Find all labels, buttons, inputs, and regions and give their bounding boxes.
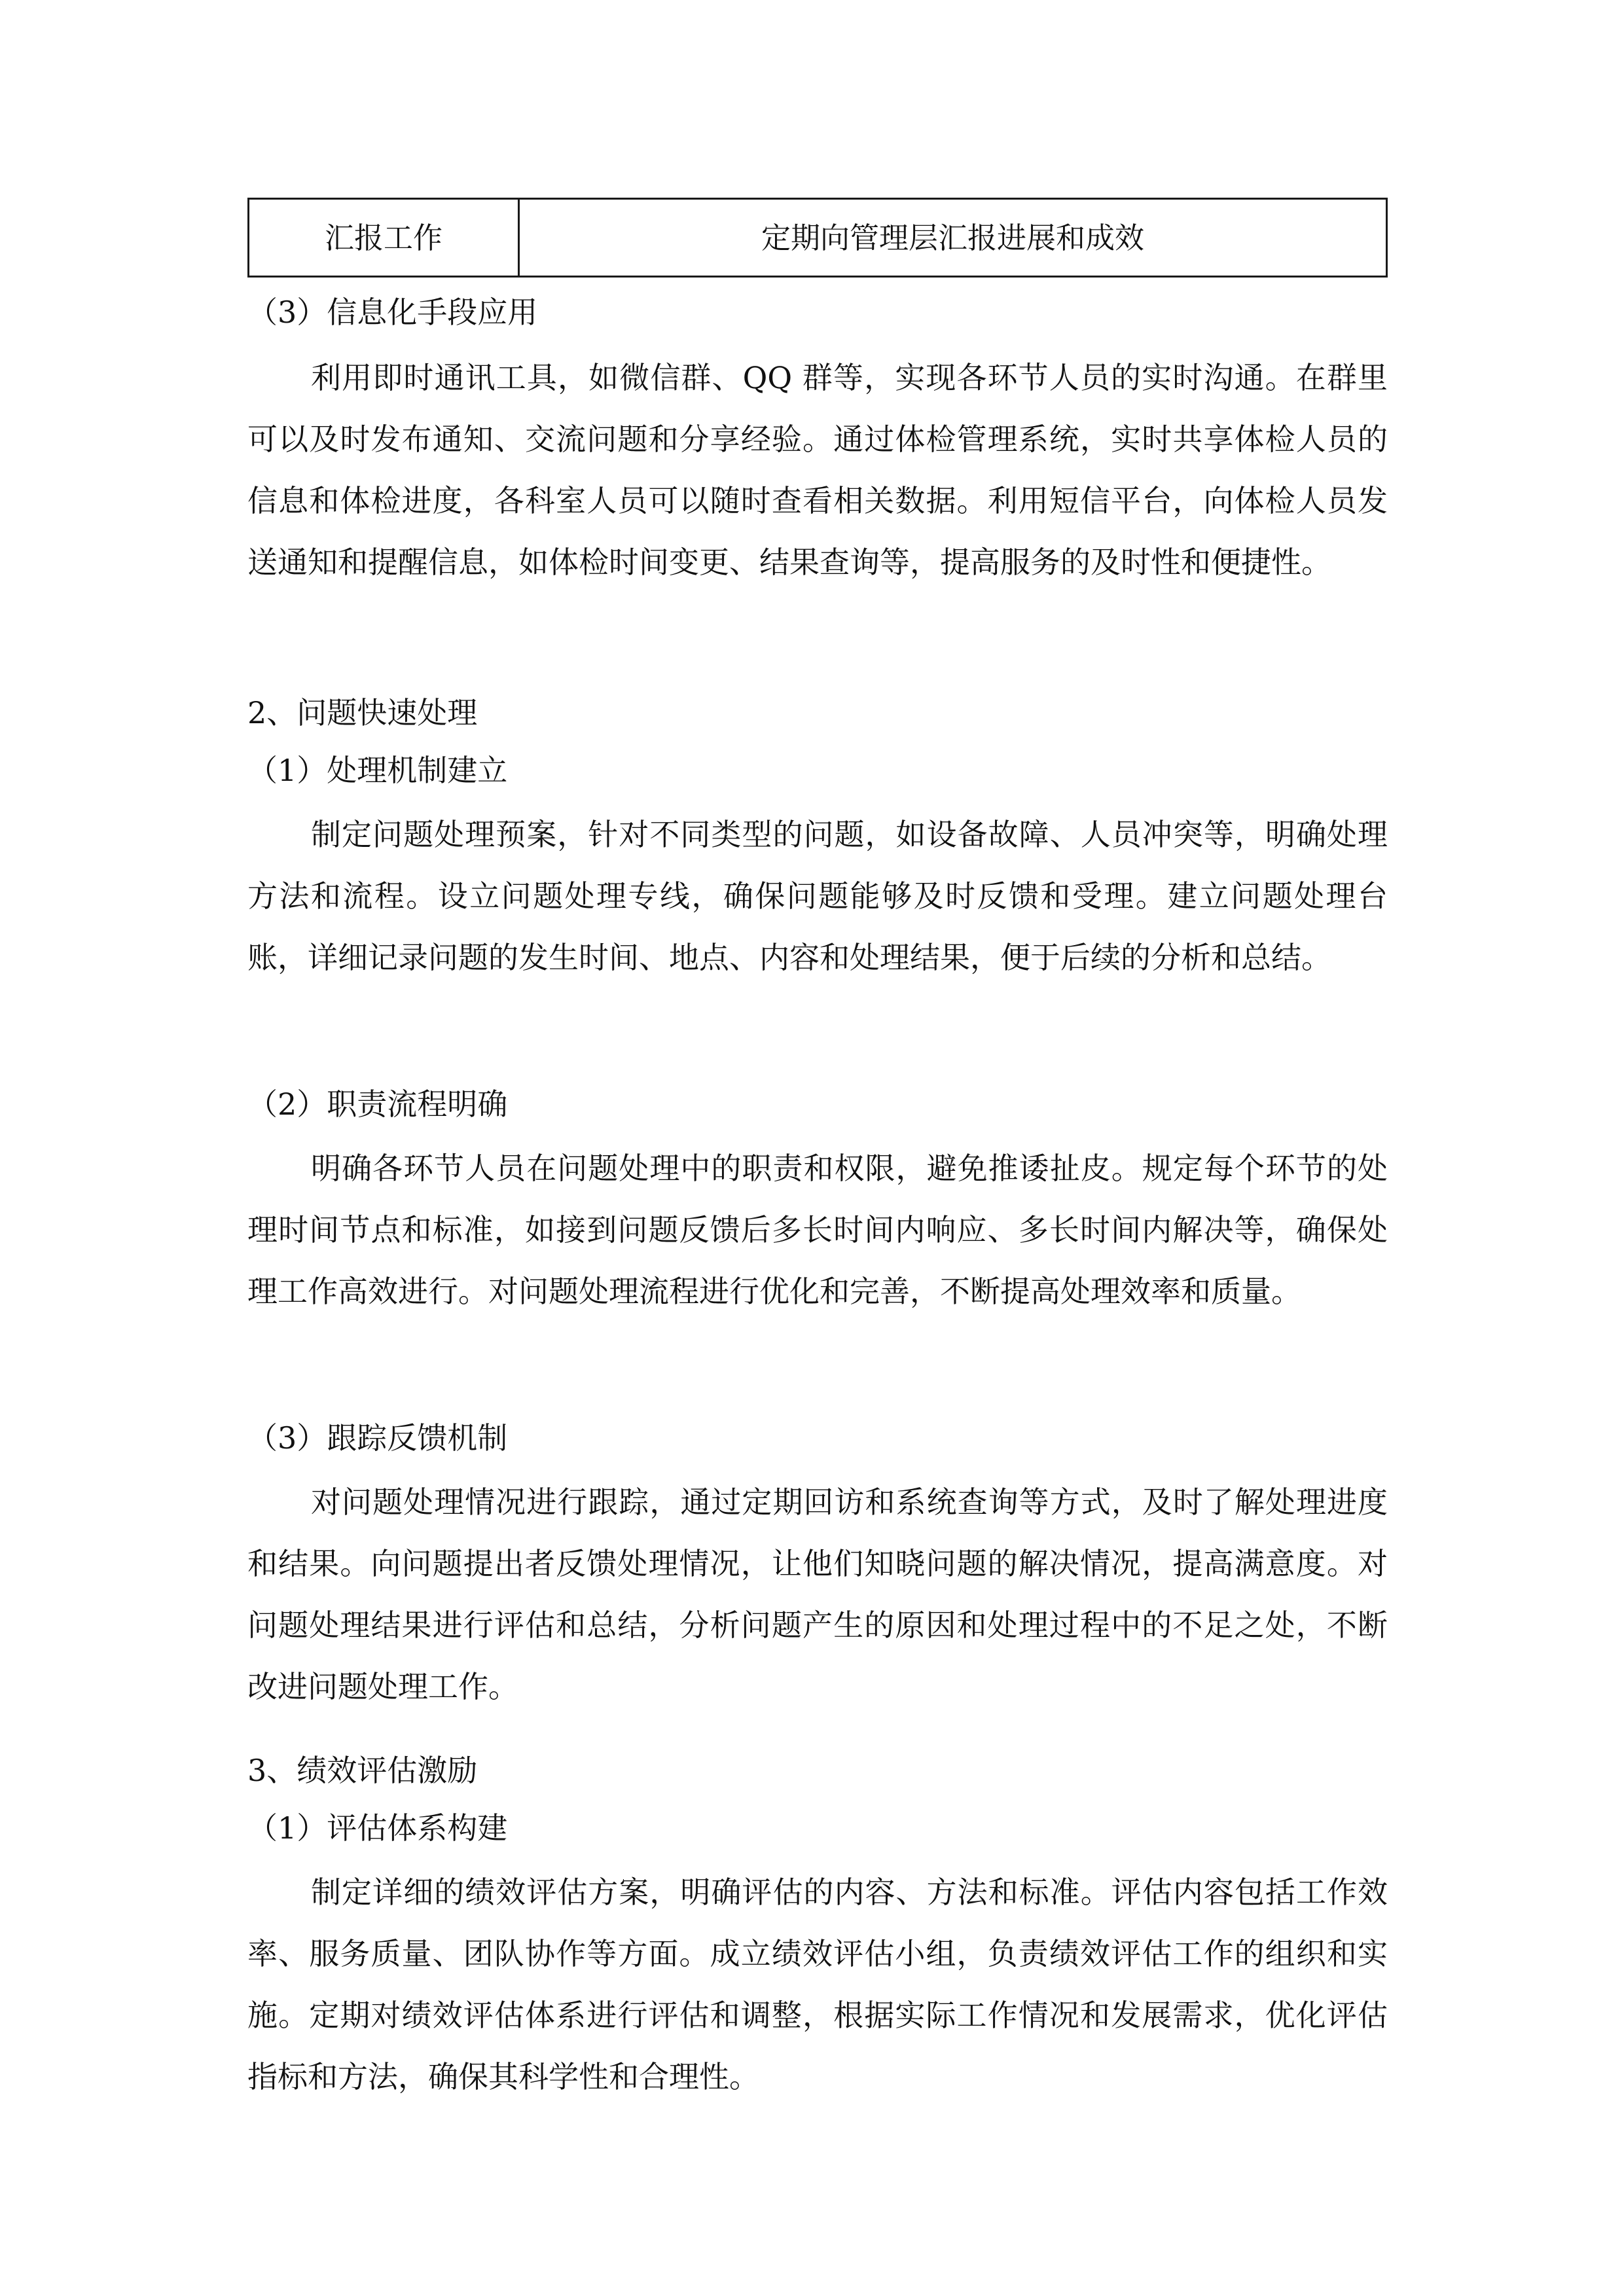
paragraph: 制定详细的绩效评估方案，明确评估的内容、方法和标准。评估内容包括工作效率、服务质量、团队协作等方面。成立绩效评估小组，负责绩效评估工作的组织和实施。定期对绩效评估体系进行评估和调整，根据实际工作情况和发展需求，优化评估指标和方法，确保其科学性和合理性。 bbox=[247, 1874, 1388, 2094]
summary-table bbox=[247, 198, 1388, 278]
paragraph: 明确各环节人员在问题处理中的职责和权限，避免推诿扯皮。规定每个环节的处理时间节点和标准，如接到问题反馈后多长时间内响应、多长时间内解决等，确保处理工作高效进行。对问题处理流程进行优化和完善，不断提高处理效率和质量。 bbox=[247, 1151, 1388, 1309]
table-cell-label: 汇报工作 bbox=[249, 199, 519, 277]
subsection-2-1 bbox=[247, 753, 1388, 789]
subsection-heading: （3）跟踪反馈机制 bbox=[247, 1420, 508, 1456]
subsection-2-1-body bbox=[247, 804, 1388, 988]
subsection-2-2-body bbox=[247, 1138, 1388, 1322]
subsection-1-3 bbox=[247, 295, 1388, 331]
subsection-heading: （3）信息化手段应用 bbox=[247, 295, 538, 330]
subsection-2-3 bbox=[247, 1420, 1388, 1456]
table-cell-content: 定期向管理层汇报进展和成效 bbox=[519, 199, 1387, 277]
section-2 bbox=[247, 695, 1388, 731]
section-heading: 2、问题快速处理 bbox=[247, 695, 478, 730]
paragraph: 对问题处理情况进行跟踪，通过定期回访和系统查询等方式，及时了解处理进度和结果。向问题提出者反馈处理情况，让他们知晓问题的解决情况，提高满意度。对问题处理结果进行评估和总结，分析问题产生的原因和处理过程中的不足之处，不断改进问题处理工作。 bbox=[247, 1484, 1388, 1704]
subsection-heading: （2）职责流程明确 bbox=[247, 1086, 508, 1122]
subsection-3-1 bbox=[247, 1810, 1388, 1846]
subsection-heading: （1）处理机制建立 bbox=[247, 753, 508, 788]
subsection-1-3-body bbox=[247, 347, 1388, 593]
paragraph: 利用即时通讯工具，如微信群、QQ 群等，实现各环节人员的实时沟通。在群里可以及时发布通知、交流问题和分享经验。通过体检管理系统，实时共享体检人员的信息和体检进度，各科室人员可以随时查看相关数据。利用短信平台，向体检人员发送通知和提醒信息，如体检时间变更、结果查询等，提高服务的及时性和便捷性。 bbox=[247, 360, 1388, 580]
section-heading: 3、绩效评估激励 bbox=[247, 1753, 478, 1788]
subsection-3-1-body bbox=[247, 1861, 1388, 2108]
table-row bbox=[249, 199, 1387, 277]
paragraph: 制定问题处理预案，针对不同类型的问题，如设备故障、人员冲突等，明确处理方法和流程。设立问题处理专线，确保问题能够及时反馈和受理。建立问题处理台账，详细记录问题的发生时间、地点、内容和处理结果，便于后续的分析和总结。 bbox=[247, 817, 1388, 975]
section-3 bbox=[247, 1753, 1388, 1789]
subsection-heading: （1）评估体系构建 bbox=[247, 1810, 508, 1846]
subsection-2-3-body bbox=[247, 1471, 1388, 1717]
subsection-2-2 bbox=[247, 1086, 1388, 1122]
